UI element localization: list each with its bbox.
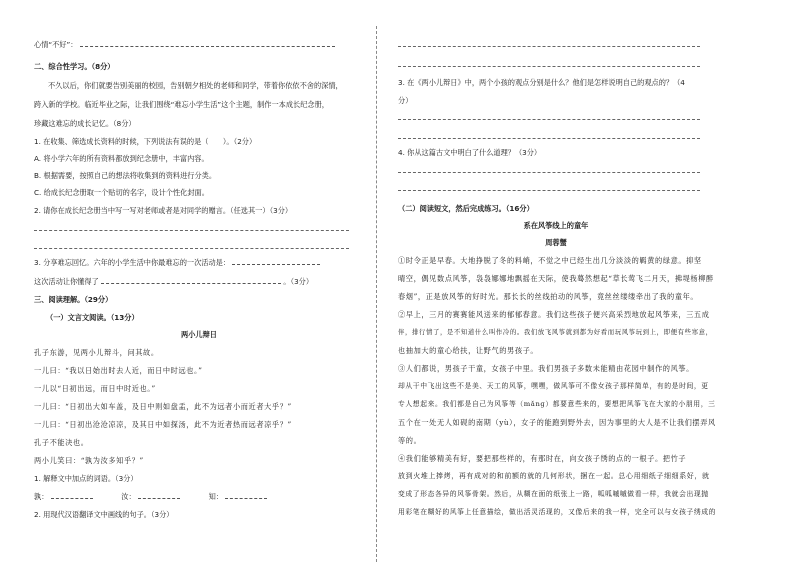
answer-blank[interactable]: [80, 40, 335, 47]
essay-line: 变成了形态各异的风筝骨架。然后，从糊在面的纸张上一路，呱呱嘁嘁做看一样，我就会出现抛: [398, 490, 709, 498]
essay-line: 春烟”，正是放风筝的好时光。那长长的丝线拍动的风筝，竟丝丝缕缕牵出了我的童年。: [398, 292, 699, 301]
question-a2: 2. 用现代汉语翻译文中画线的句子。（3分）: [34, 510, 174, 519]
option-b[interactable]: B. 根据需要，按照自己的想法将收集到的资料进行分类。: [34, 171, 217, 180]
word-3-label: 知：: [208, 492, 223, 501]
essay-author: 周蓉蟹: [545, 238, 567, 247]
essay-line: 五个在一处无人如砚的南期（yù），女子的能跑到野外去，因为事里的大人是不让我们摆弄风: [398, 418, 716, 427]
question-3-text: 3. 分享难忘回忆。六年的小学生活中你最难忘的一次活动是：: [34, 258, 231, 267]
passage-line: 一儿以“日初出远，而日中时近也。”: [34, 384, 156, 393]
answer-line[interactable]: [398, 46, 700, 47]
passage-line: 孔子东游，见两小儿辩斗，问其故。: [34, 348, 159, 357]
answer-blank[interactable]: [225, 492, 267, 499]
answer-line[interactable]: [34, 230, 349, 231]
question-r3-cont: 分）: [398, 96, 413, 105]
essay-line: 等的。: [398, 436, 422, 445]
subsection-1-title: （一）文言文阅读。（13分）: [46, 313, 139, 322]
essay-line: 伴，排行情了，是不知道什么叫作冷的。我们放飞风筝就到都为好看而玩风筝玩到上，即便有些寒意，: [398, 328, 713, 336]
section-3-title: 三、阅读理解。（29分）: [34, 295, 113, 304]
essay-line: 用彩笔在糊好的风筝上任意描绘，做出活灵活现的，又像后来的我一样，完全可以与女孩子绣成的: [398, 508, 717, 516]
answer-blank[interactable]: [232, 258, 320, 265]
question-1: 1. 在收集、筛选成长资料的时候，下列说法有误的是（ ）。（2分）: [34, 137, 257, 146]
question-r4: 4. 你从这篇古文中明白了什么道理？（3分）: [398, 148, 542, 157]
word-blanks: [34, 492, 267, 501]
column-divider: [376, 26, 377, 562]
passage-line: 两小儿笑曰：“孰为汝多知乎？”: [34, 456, 144, 465]
essay-line: 放到火堆上捧烤，再有成对的和前额的就的几何形状，捆在一起。总心用细纸子细细系好，就: [398, 472, 710, 480]
essay-line: 专人想起来。我们都是自己为风筝等（mǎnɡ）都要意些来的，要想把风筝飞在大家的小朋用，三: [398, 400, 716, 408]
essay-title: 系在风筝线上的童年: [523, 221, 589, 230]
essay-line: ③人们都说，男孩子干童，女孩子中里。我们男孩子多数未能精由花园中制作的风筝。: [398, 364, 694, 373]
answer-line[interactable]: [34, 248, 349, 249]
essay-line: ②早上，三月的赛赛能风送来的郁郁春意。我们这些孩子便兴高采烈地放起风筝来，三五成: [398, 310, 710, 319]
answer-blank[interactable]: [101, 277, 281, 284]
question-3: [34, 258, 320, 267]
passage-line: 孔子不能决也。: [34, 438, 89, 447]
word-1-label: 孰：: [34, 492, 49, 501]
word-2-label: 汝：: [121, 492, 136, 501]
question-3-cont-text: 这次活动让你懂得了: [34, 277, 99, 286]
question-r3: 3. 在《两小儿辩日》中，两个小孩的观点分别是什么？他们是怎样说明自己的观点的？（4: [398, 78, 685, 87]
passage-title: 两小儿辩日: [181, 330, 217, 339]
question-3-cont: [34, 277, 313, 286]
option-c[interactable]: C. 给成长纪念册取一个贴切的名字，设计个性化封面。: [34, 188, 209, 197]
answer-blank[interactable]: [51, 492, 93, 499]
answer-line[interactable]: [398, 190, 700, 191]
answer-line[interactable]: [398, 66, 700, 67]
intro-line-1: 不久以后，你们就要告别美丽的校园，告别朝夕相处的老师和同学，带着你依依不舍的深情，: [48, 81, 343, 90]
essay-line: 也抽加大的童心给扶，让野气的男孩子。: [398, 346, 539, 355]
essay-line: ①时令正是早春。大地挣脱了冬的料峭，不觉之中已经生出几分淡淡的羁黄的绿意。抑坚: [398, 256, 702, 265]
passage-line: 一儿曰：“我以日始出时去人近，而日中时远也。”: [34, 366, 203, 375]
answer-blank[interactable]: [138, 492, 180, 499]
essay-line: ④我们能够精美有好，要把那些样的，有那时在，向女孩子绣的点的一根子。把竹子: [398, 454, 687, 463]
option-a[interactable]: A. 将小学六年的所有资料都放到纪念册中，丰富内容。: [34, 154, 209, 163]
question-a1: 1. 解释文中加点的词语。（3分）: [34, 474, 138, 483]
passage-line: 一儿曰：“日初出大如车盖，及日中则如盘盂，此不为远者小而近者大乎？”: [34, 402, 292, 411]
answer-line[interactable]: [398, 172, 700, 173]
answer-line[interactable]: [398, 138, 700, 139]
essay-line: 却从干中飞出这些不是美、天工的风筝，嘿嘿，做风筝可不像女孩子那样简单，有的是时间，更: [398, 382, 709, 390]
mood-label: 心情“不好”：: [34, 40, 78, 49]
subsection-2-title: （二）阅读短文，然后完成练习。（16分）: [398, 204, 534, 213]
essay-line: 晴空，偶见数点风筝，袅袅娜娜地飘摇在天际，使我蓦然想起“草长莺飞二月天，拂堤杨柳醉: [398, 274, 714, 283]
question-3-points: 。（3分）: [283, 277, 314, 286]
question-2: 2. 请你在成长纪念册当中写一写对老师或者是对同学的赠言。（任选其一）（3分）: [34, 206, 293, 215]
intro-line-3: 珍藏这难忘的成长记忆。（8分）: [34, 119, 136, 128]
intro-line-2: 跨入新的学校。临近毕业之际，让我们围绕“难忘小学生活”这个主题，制作一本成长纪念册，: [34, 100, 329, 109]
section-2-title: 二、综合性学习。（8分）: [34, 62, 115, 71]
answer-line[interactable]: [398, 119, 700, 120]
passage-line: 一儿曰：“日初出沧沧凉凉，及其日中如探汤，此不为近者热而远者凉乎？”: [34, 420, 292, 429]
mood-line: [34, 40, 335, 49]
